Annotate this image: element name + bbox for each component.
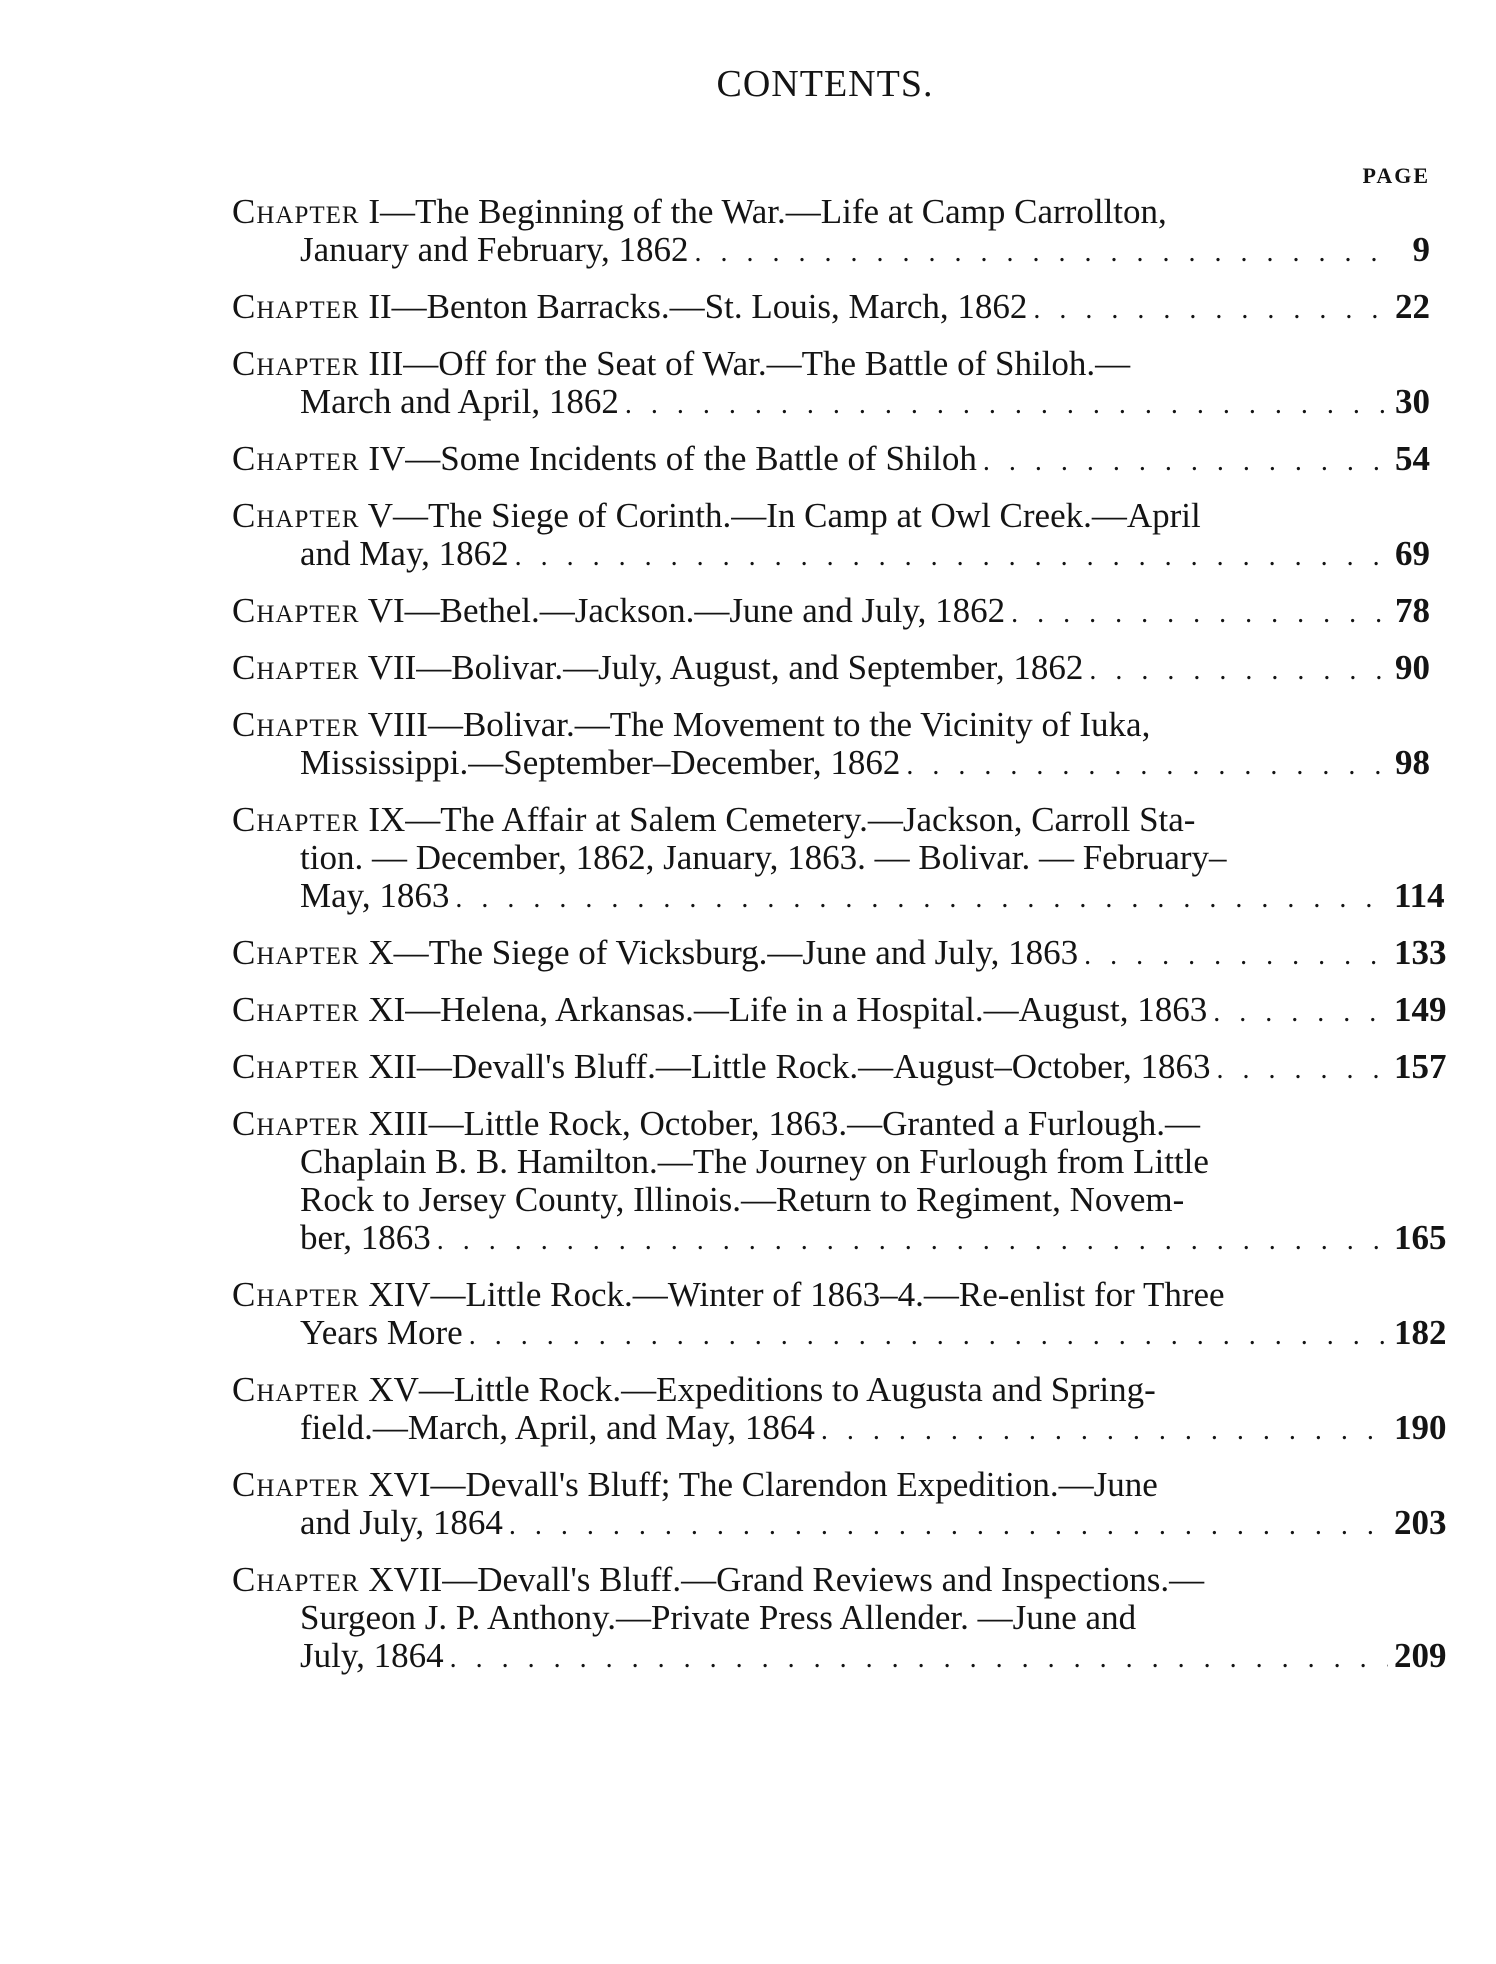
entry-final-text: Years More: [300, 1313, 463, 1352]
dot-leader: [469, 1317, 1388, 1355]
dot-leader: [821, 1412, 1388, 1450]
entry-leader-line: [232, 535, 1430, 576]
toc-entry: [232, 345, 1430, 424]
entry-leader-line: [232, 592, 1430, 633]
dot-leader: [455, 880, 1388, 918]
entry-final-text: Chapter II—Benton Barracks.—St. Louis, March, 1862: [232, 287, 1028, 326]
page-number: 30: [1395, 382, 1430, 421]
entry-leader-line: [232, 744, 1430, 785]
entry-leader-line: [232, 649, 1430, 690]
toc-entry: [232, 800, 1445, 918]
chapter-number: XVII: [359, 1560, 443, 1599]
dot-leader: [1213, 994, 1388, 1032]
dot-leader: [1011, 595, 1388, 633]
entry-title-line: [232, 345, 1430, 383]
toc-entry: [232, 1104, 1447, 1260]
page-number: 90: [1395, 648, 1430, 687]
entry-final-text: ber, 1863: [300, 1218, 431, 1257]
entry-leader-line: [232, 1218, 1447, 1260]
toc-entry: [232, 288, 1430, 329]
chapter-number: VI: [359, 591, 405, 630]
page-number: 9: [1412, 230, 1430, 269]
toc-entry: [232, 649, 1430, 690]
entry-title-text: —Little Rock, October, 1863.—Granted a Furlough.—: [428, 1104, 1200, 1143]
page-number: 54: [1395, 439, 1430, 478]
entry-title-line: [232, 1105, 1430, 1143]
entry-leader-line: [232, 383, 1430, 424]
dot-leader: [906, 747, 1388, 785]
entry-title-text: —Bolivar.—The Movement to the Vicinity of Iuka,: [427, 705, 1151, 744]
chapter-word: Chapter: [232, 1370, 360, 1409]
chapter-number: XVI: [359, 1465, 431, 1504]
chapter-number: II: [359, 287, 392, 326]
dot-leader: [509, 1507, 1388, 1545]
toc-entry: [232, 1275, 1447, 1355]
chapter-word: Chapter: [232, 287, 360, 326]
entry-leader-line: [232, 1408, 1447, 1450]
toc-entry: [232, 1047, 1447, 1089]
dot-leader: [1217, 1051, 1388, 1089]
entry-leader-line: [232, 876, 1445, 918]
entry-continuation-line: Rock to Jersey County, Illinois.—Return to Regiment, Novem-: [300, 1180, 1185, 1219]
chapter-number: XIV: [359, 1275, 431, 1314]
toc-entry: [232, 706, 1430, 785]
entry-continuation-line: Chaplain B. B. Hamilton.—The Journey on Furlough from Little: [300, 1142, 1209, 1181]
chapter-number: XI: [359, 990, 406, 1029]
entry-final-text: Chapter VII—Bolivar.—July, August, and September, 1862: [232, 648, 1084, 687]
chapter-word: Chapter: [232, 496, 360, 535]
entry-final-text: May, 1863: [300, 876, 450, 915]
chapter-number: XII: [359, 1047, 417, 1086]
entry-title-line: [232, 706, 1430, 744]
entry-title-line: [232, 1466, 1430, 1504]
entry-title-text: —The Siege of Corinth.—In Camp at Owl Creek.—April: [392, 496, 1201, 535]
chapter-number: XIII: [359, 1104, 429, 1143]
chapter-word: Chapter: [232, 648, 360, 687]
chapter-number: X: [359, 933, 394, 972]
entry-title-text: —Little Rock.—Winter of 1863–4.—Re-enlist for Three: [430, 1275, 1225, 1314]
entry-leader-line: [232, 933, 1447, 975]
entry-final-text: Chapter XI—Helena, Arkansas.—Life in a Hospital.—August, 1863: [232, 990, 1208, 1029]
entry-final-text: March and April, 1862: [300, 382, 619, 421]
entry-final-text: Chapter VI—Bethel.—Jackson.—June and July, 1862: [232, 591, 1006, 630]
dot-leader: [450, 1640, 1388, 1678]
chapter-word: Chapter: [232, 1047, 360, 1086]
entry-leader-line: [232, 1503, 1447, 1545]
page-number: 165: [1394, 1218, 1447, 1257]
toc-entries: [232, 192, 1447, 1678]
chapter-word: Chapter: [232, 1465, 360, 1504]
entry-leader-line: [232, 1313, 1447, 1355]
entry-title-text: —Off for the Seat of War.—The Battle of Shiloh.—: [403, 344, 1131, 383]
chapter-word: Chapter: [232, 192, 360, 231]
entry-final-text: Chapter IV—Some Incidents of the Battle of Shiloh: [232, 439, 977, 478]
entry-continuation-line: tion. — December, 1862, January, 1863. — Bolivar. — February–: [300, 838, 1227, 877]
chapter-number: V: [359, 496, 393, 535]
dot-leader: [1089, 652, 1388, 690]
chapter-number: I: [359, 192, 380, 231]
entry-final-text: Mississippi.—September–December, 1862: [300, 743, 901, 782]
entry-final-text: field.—March, April, and May, 1864: [300, 1408, 815, 1447]
entry-title-line: [232, 1371, 1430, 1409]
toc-entry: [232, 1560, 1447, 1678]
chapter-word: Chapter: [232, 591, 360, 630]
dot-leader: [625, 386, 1388, 424]
entry-title-line: [232, 497, 1430, 535]
chapter-word: Chapter: [232, 439, 360, 478]
entry-title-text: —The Beginning of the War.—Life at Camp Carrollton,: [379, 192, 1167, 231]
dot-leader: [983, 443, 1388, 481]
page-number: 182: [1394, 1313, 1447, 1352]
entry-final-text: and May, 1862: [300, 534, 509, 573]
entry-leader-line: [232, 1636, 1447, 1678]
entry-title-text: —Little Rock.—Expeditions to Augusta and Spring-: [418, 1370, 1156, 1409]
toc-entry: [232, 933, 1447, 975]
toc-entry: [232, 440, 1430, 481]
chapter-number: VII: [359, 648, 417, 687]
entry-title-line: [232, 193, 1430, 231]
chapter-word: Chapter: [232, 933, 360, 972]
chapter-word: Chapter: [232, 990, 360, 1029]
entry-leader-line: [232, 231, 1430, 272]
chapter-word: Chapter: [232, 705, 360, 744]
entry-final-text: Chapter XII—Devall's Bluff.—Little Rock.—August–October, 1863: [232, 1047, 1211, 1086]
entry-title-line: [232, 801, 1430, 839]
page-number: 69: [1395, 534, 1430, 573]
page-column-label: PAGE: [1362, 163, 1430, 188]
page-number: 22: [1395, 287, 1430, 326]
entry-final-text: and July, 1864: [300, 1503, 503, 1542]
page-number: 133: [1394, 933, 1447, 972]
entry-title-text: —The Affair at Salem Cemetery.—Jackson, Carroll Sta-: [405, 800, 1196, 839]
page-number: 78: [1395, 591, 1430, 630]
chapter-number: VIII: [359, 705, 428, 744]
entry-title-text: —Devall's Bluff; The Clarendon Expedition.—June: [430, 1465, 1158, 1504]
dot-leader: [1084, 937, 1388, 975]
toc-entry: [232, 990, 1447, 1032]
toc-entry: [232, 1465, 1447, 1545]
chapter-word: Chapter: [232, 1275, 360, 1314]
page-number: 157: [1394, 1047, 1447, 1086]
chapter-word: Chapter: [232, 1560, 360, 1599]
entry-title-text: —Devall's Bluff.—Grand Reviews and Inspections.—: [442, 1560, 1205, 1599]
chapter-number: III: [359, 344, 404, 383]
entry-continuation-line: Surgeon J. P. Anthony.—Private Press Allender. —June and: [300, 1598, 1137, 1637]
entry-leader-line: [232, 440, 1430, 481]
dot-leader: [437, 1222, 1388, 1260]
page-number: 114: [1394, 876, 1445, 915]
page-number: 190: [1394, 1408, 1447, 1447]
chapter-number: XV: [359, 1370, 419, 1409]
entry-final-text: Chapter X—The Siege of Vicksburg.—June and July, 1863: [232, 933, 1079, 972]
entry-leader-line: [232, 288, 1430, 329]
page-number: 203: [1394, 1503, 1447, 1542]
toc-entry: [232, 1370, 1447, 1450]
dot-leader: [694, 234, 1388, 272]
chapter-number: IV: [359, 439, 406, 478]
table-of-contents: [232, 163, 1447, 1694]
entry-title-line: [232, 1276, 1430, 1314]
toc-entry: [232, 497, 1430, 576]
page-number: 98: [1395, 743, 1430, 782]
entry-leader-line: [232, 1047, 1447, 1089]
dot-leader: [1033, 291, 1388, 329]
contents-heading: CONTENTS.: [716, 63, 934, 105]
chapter-word: Chapter: [232, 1104, 360, 1143]
toc-entry: [232, 193, 1430, 272]
chapter-number: IX: [359, 800, 406, 839]
chapter-word: Chapter: [232, 344, 360, 383]
entry-final-text: July, 1864: [300, 1636, 444, 1675]
entry-final-text: January and February, 1862: [300, 230, 689, 269]
dot-leader: [515, 538, 1388, 576]
page-number: 209: [1394, 1636, 1447, 1675]
entry-leader-line: [232, 990, 1447, 1032]
page-number: 149: [1394, 990, 1447, 1029]
toc-entry: [232, 592, 1430, 633]
entry-title-line: [232, 1561, 1430, 1599]
chapter-word: Chapter: [232, 800, 360, 839]
